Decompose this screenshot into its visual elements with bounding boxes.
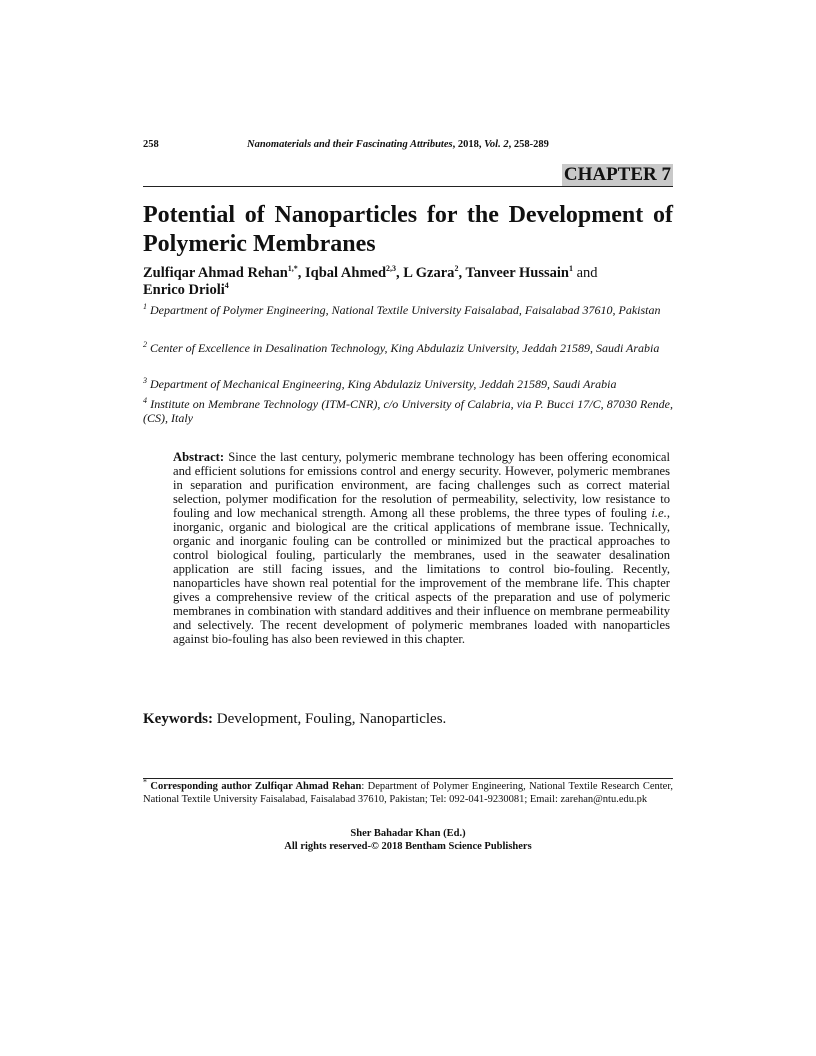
affiliation: [143, 341, 673, 355]
author-name: Zulfiqar Ahmad Rehan: [143, 265, 288, 281]
abstract-text: Since the last century, polymeric membrane technology has been offering economical and efficient solutions for emissions control and energy security. However, polymeric membranes in separation and purification environment, are facing challenges such as correct material selection, polymer modification for the resolution of permeability, selectivity, low resistance to fouling and low mechanical strength. Among all these problems, the three types of fouling: [173, 450, 670, 520]
author-name: L Gzara: [403, 265, 455, 281]
affiliation: [143, 377, 673, 391]
page-number: 258: [143, 139, 159, 150]
aff-text: Department of Polymer Engineering, National Textile University Faisalabad, Faisalabad 37610, Pakistan: [150, 303, 661, 317]
journal-citation: [247, 139, 549, 150]
journal-name: Nanomaterials and their Fascinating Attributes: [247, 139, 453, 150]
keywords-label: Keywords:: [143, 711, 213, 727]
volume: Vol. 2: [484, 139, 509, 150]
aff-text: Department of Mechanical Engineering, King Abdulaziz University, Jeddah 21589, Saudi Arabia: [150, 377, 617, 391]
keywords-text: Development, Fouling, Nanoparticles.: [213, 711, 447, 727]
author-list: Zulfiqar Ahmad Rehan$^{1,*}$, Iqbal Ahmed$^{2,3}$, L Gzara$^2$, Tanveer Hussain$^1$ and Enrico Drioli$^4$: [143, 264, 598, 298]
and-word: and: [576, 265, 598, 281]
aff-num: 4: [143, 396, 147, 405]
aff-num: 3: [143, 376, 147, 385]
footnote-rule: [143, 778, 673, 779]
abstract: [173, 450, 670, 646]
footnote-text: : Department of Polymer Engineering, National Textile Research Center, National Textile University Faisalabad, Faisalabad 37610, Pakistan; Tel: 092-041-9230081; Email: zarehan@ntu.edu.pk: [143, 781, 674, 805]
abstract-label: Abstract:: [173, 450, 225, 464]
abstract-text: , inorganic, organic and biological are the critical applications of membrane issue. Technically, organic and inorganic fouling can be controlled or minimized but the practical approaches to control biological fouling, particularly the membranes, used in the seawater desalination application are still facing issues, and the limitations to control bio-fouling. Recently, nanoparticles have shown real potential for the improvement of the membrane life. This chapter gives a comprehensive review of the critical aspects of the preparation and use of polymeric membranes in combination with standard additives and their influence on membrane permeability and selectively. The recent development of polymeric membranes loaded with nanoparticles against bio-fouling has also been reviewed in this chapter.: [173, 506, 670, 646]
author-sup: 1: [568, 264, 573, 274]
footnote: [143, 777, 674, 806]
year: , 2018,: [452, 139, 485, 150]
aff-text: Institute on Membrane Technology (ITM-CNR), c/o University of Calabria, via P. Bucci 17/C, 87030 Rende, (CS), Italy: [143, 397, 674, 425]
author-sup: 2: [454, 264, 459, 274]
editor: Sher Bahadar Khan (Ed.): [350, 828, 466, 839]
aff-num: 2: [143, 340, 147, 349]
abstract-ie: i.e.: [651, 506, 667, 520]
affiliation: [143, 303, 673, 317]
affiliation: [143, 397, 673, 425]
footnote-sup: *: [143, 777, 147, 787]
publisher-info: [143, 828, 673, 853]
footnote-label: Corresponding author Zulfiqar Ahmad Rehan: [150, 781, 362, 792]
author-sup: 4: [224, 281, 229, 291]
keywords: [143, 711, 446, 728]
page-range: , 258-289: [508, 139, 549, 150]
author-sup: 2,3: [386, 264, 397, 274]
copyright: All rights reserved-© 2018 Bentham Science Publishers: [284, 840, 532, 852]
aff-text: Center of Excellence in Desalination Technology, King Abdulaziz University, Jeddah 21589, Saudi Arabia: [150, 341, 660, 355]
author-name: Enrico Drioli: [143, 282, 225, 298]
author-name: Tanveer Hussain: [465, 265, 569, 281]
header-rule: [143, 186, 673, 187]
author-sup: 1,*: [287, 264, 298, 274]
paper-title: Potential of Nanoparticles for the Development of Polymeric Membranes: [143, 202, 673, 257]
author-name: Iqbal Ahmed: [305, 265, 387, 281]
chapter-label: CHAPTER 7: [563, 164, 671, 185]
aff-num: 1: [143, 302, 147, 311]
